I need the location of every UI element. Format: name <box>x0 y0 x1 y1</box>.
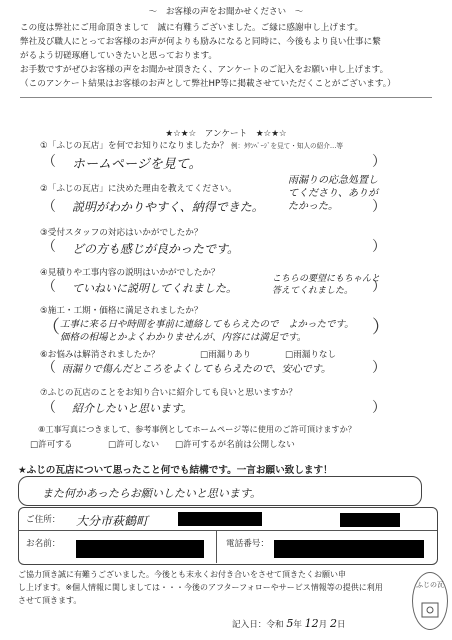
option-leak-yes[interactable]: □雨漏りあり <box>200 350 252 360</box>
bracket-close-1: ） <box>372 154 386 170</box>
entry-date <box>232 617 346 630</box>
bracket-open-6: （ <box>42 360 56 376</box>
question-6: ⑥お悩みは解消されましたか？ <box>40 350 160 360</box>
bracket-open-4: （ <box>42 279 56 295</box>
answer-2: 説明がわかりやすく、納得できた。 <box>72 200 264 214</box>
bracket-close-2: ） <box>372 199 386 215</box>
address-value: 大分市萩鶴町 <box>76 514 149 528</box>
answer-3: どの方も感じが良かったです。 <box>72 242 240 256</box>
date-day: 2 <box>330 617 337 630</box>
bracket-close-6: ） <box>372 360 386 376</box>
date-month-unit: 月 <box>318 620 328 630</box>
answer-5-line2: 価格の相場とかよくわかりませんが、内容には満足です。 <box>60 332 307 343</box>
address-redaction <box>178 512 262 526</box>
free-comment-answer: また何かあったらお願いしたいと思います。 <box>42 487 262 500</box>
footer-line-2: し上げます。※個人情報に関しましては・・・今後のアフターフォローやサービス情報等の提供に利用 <box>18 583 383 592</box>
answer-1: ホームページを見て。 <box>72 157 202 172</box>
bracket-open-3: （ <box>42 239 56 255</box>
question-1-example: 例：ﾀｳﾝﾍﾟｰｼﾞを見て・知人の紹介…等 <box>230 142 344 150</box>
footer-line-3: させて頂きます。 <box>18 596 82 605</box>
bracket-open-1: （ <box>42 154 56 170</box>
bracket-close-5: ） <box>372 317 390 338</box>
date-year: 5 <box>286 617 294 630</box>
bracket-close-4: ） <box>372 279 386 295</box>
free-comment-prompt: ★ふじの瓦店について思ったこと何でも結構です。一言お願い致します！ <box>18 465 333 476</box>
option-leak-no[interactable]: □雨漏りなし <box>285 350 337 360</box>
date-month: 12 <box>304 617 319 630</box>
question-5: ⑤施工・工期・価格に満足されましたか？ <box>40 306 203 316</box>
page-title: ～ お客様の声をお聞かせください ～ <box>148 7 304 17</box>
date-year-unit: 年 <box>293 620 302 630</box>
phone-redaction <box>274 540 424 558</box>
answer-5: 工事に来る日や時間を事前に連絡してもらえたので よかったです。 <box>60 319 354 330</box>
intro-line-1: この度は弊社にご用命頂きまして 誠に有難うございました。ご縁に感謝申し上げます。 <box>20 23 364 33</box>
intro-line-3: がるよう切磋琢磨していきたいと思っております。 <box>20 51 217 61</box>
question-3: ③受付スタッフの対応はいかがでしたか？ <box>40 228 203 238</box>
option-permit[interactable]: □許可する <box>30 440 73 450</box>
intro-line-2: 弊社及び職人にとってお客様のお声が何よりも励みになると同時に、今後もより良い仕事に繋 <box>20 37 381 47</box>
question-7: ⑦ふじの瓦店のことをお知り合いに紹介しても良いと思いますか？ <box>40 388 297 398</box>
question-8: ⑧工事写真につきまして、参考事例としてホームページ等に使用のご許可頂けますか？ <box>38 424 356 434</box>
bracket-open-7: （ <box>42 400 56 416</box>
bracket-open-2: （ <box>42 199 56 215</box>
answer-4-note: こちらの要望にもちゃんと答えてくれました。 <box>272 274 381 296</box>
question-4: ④見積りや工事内容の説明はいかがでしたか？ <box>40 268 220 278</box>
footer-line-1: ご協力頂き誠に有難うございました。今後とも末永くお付き合いをさせて頂きたくお願い申 <box>18 570 346 579</box>
bracket-close-7: ） <box>372 400 386 416</box>
date-day-unit: 日 <box>337 620 346 630</box>
intro-line-5: （このアンケート結果はお客様のお声として弊社HP等に掲載させていただくことがございます。） <box>20 79 396 89</box>
form-column-divider <box>216 531 217 563</box>
bracket-open-5: （ <box>42 317 60 338</box>
intro-line-4: お手数ですがぜひお客様の声をお聞かせ頂きたく、アンケートのご記入をお願い申し上げます。 <box>20 65 389 75</box>
stamp-text: ふじの瓦 <box>416 581 444 589</box>
header-divider <box>20 97 432 98</box>
address-label: ご住所： <box>26 515 61 525</box>
address-redaction-2 <box>340 513 400 527</box>
name-label: お名前： <box>26 539 61 549</box>
answer-6: 雨漏りで傷んだところをよくしてもらえたので、安心です。 <box>62 364 331 375</box>
answer-7: 紹介したいと思います。 <box>72 402 193 415</box>
answer-4: ていねいに説明してくれました。 <box>72 282 237 295</box>
answer-2-note: 雨漏りの応急処置してくださり、ありがたかった。 <box>288 175 378 212</box>
option-permit-anonymous[interactable]: □許可するが名前は公開しない <box>175 440 295 450</box>
date-label: 記入日：令和 <box>232 620 284 630</box>
question-1: ①「ふじの瓦店」を何でお知りになりましたか？ 例：ﾀｳﾝﾍﾟｰｼﾞを見て・知人の紹介…等 <box>40 141 344 151</box>
company-stamp <box>412 572 448 630</box>
bracket-close-3: ） <box>372 239 386 255</box>
name-redaction <box>76 540 204 558</box>
question-2: ②「ふじの瓦店」に決めた理由を教えてください。 <box>40 184 237 194</box>
form-divider <box>18 530 437 531</box>
survey-title: ★☆★☆ アンケート ★☆★☆ <box>165 129 287 139</box>
option-deny[interactable]: □許可しない <box>108 440 160 450</box>
phone-label: 電話番号： <box>226 539 269 549</box>
